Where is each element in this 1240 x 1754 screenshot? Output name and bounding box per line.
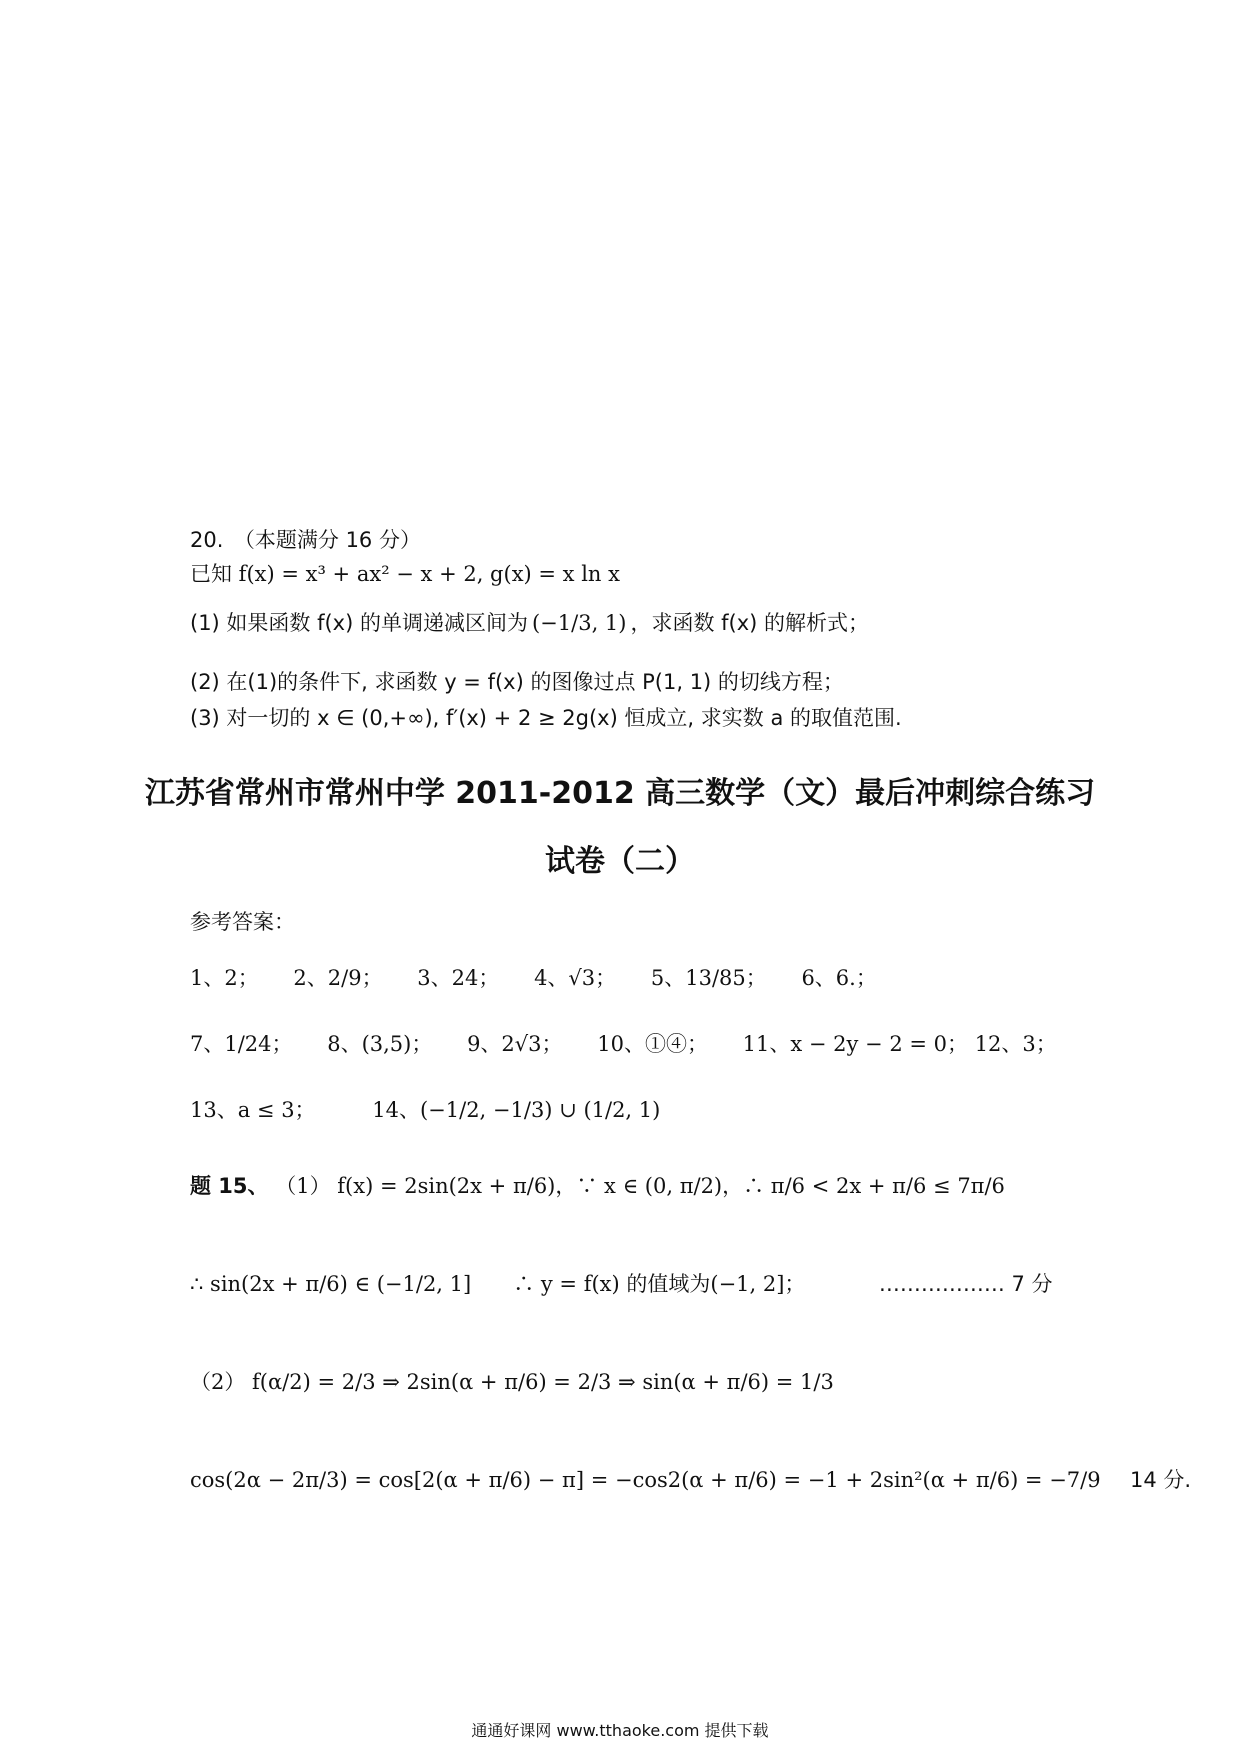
problem-20-q1 <box>190 598 869 648</box>
answer-6: 6、6.； <box>801 966 877 990</box>
q15-score-14: 14 分. <box>1129 1468 1192 1492</box>
q15-part1b-text: ∴ sin(2x + π/6) ∈ (−1/2, 1] ∴ y = f(x) 的值域为(−1, 2]； <box>190 1272 806 1296</box>
q1-interval: (−1/3, 1) <box>531 610 627 635</box>
q15-score-7: ……………… 7 分 <box>878 1272 1053 1296</box>
answer-1: 1、2； <box>190 966 259 990</box>
q15-part2b <box>190 1470 1191 1491</box>
answer-12: 12、3； <box>974 1032 1057 1056</box>
answers-label: 参考答案： <box>190 910 295 934</box>
answers-row-3 <box>190 1100 660 1121</box>
q15-part1 <box>190 1176 1005 1197</box>
title-line-1: 江苏省常州市常州中学 2011-2012 高三数学（文）最后冲刺综合练习 <box>144 776 1096 811</box>
problem-20-q2: (2) 在(1)的条件下, 求函数 y = f(x) 的图像过点 P(1, 1) 的切线方程； <box>190 670 844 694</box>
answer-10: 10、①④； <box>597 1032 708 1056</box>
page-footer: 通通好课网 www.tthaoke.com 提供下载 <box>471 1721 769 1740</box>
problem-20-given: 已知 f(x) = x³ + ax² − x + 2, g(x) = x ln x <box>190 562 620 586</box>
q15-part1-text: （1） f(x) = 2sin(2x + π/6)，∵ x ∈ (0, π/2)，∴ π/6 < 2x + π/6 ≤ 7π/6 <box>275 1174 1005 1198</box>
q1-text: (1) 如果函数 f(x) 的单调递减区间为 <box>190 610 528 635</box>
answer-2: 2、2/9； <box>293 966 383 990</box>
answer-11: 11、x − 2y − 2 = 0； <box>742 1032 968 1056</box>
answer-7: 7、1/24； <box>190 1032 293 1056</box>
problem-20-q3: (3) 对一切的 x ∈ (0,+∞), f′(x) + 2 ≥ 2g(x) 恒成立, 求实数 a 的取值范围. <box>190 706 902 730</box>
title-line-2: 试卷（二） <box>545 844 695 879</box>
answer-9: 9、2√3； <box>467 1032 563 1056</box>
q15-part2b-text: cos(2α − 2π/3) = cos[2(α + π/6) − π] = −cos2(α + π/6) = −1 + 2sin²(α + π/6) = −7/9 <box>190 1468 1101 1492</box>
answers-row-2 <box>190 1034 1057 1055</box>
answer-13: 13、a ≤ 3； <box>190 1098 316 1122</box>
q1-end: ，求函数 f(x) 的解析式； <box>630 610 870 635</box>
answer-14: 14、(−1/2, −1/3) ∪ (1/2, 1) <box>372 1098 661 1122</box>
answers-row-1 <box>190 968 877 989</box>
answer-5: 5、13/85； <box>650 966 767 990</box>
answer-8: 8、(3,5)； <box>327 1032 433 1056</box>
answer-3: 3、24； <box>417 966 500 990</box>
q15-part2: （2） f(α/2) = 2/3 ⇒ 2sin(α + π/6) = 2/3 ⇒ sin(α + π/6) = 1/3 <box>190 1370 834 1394</box>
problem-20-header: 20. （本题满分 16 分） <box>190 528 421 552</box>
answer-4: 4、√3； <box>534 966 617 990</box>
q15-part1b <box>190 1274 1053 1295</box>
q15-label: 题 15、 <box>190 1174 269 1198</box>
